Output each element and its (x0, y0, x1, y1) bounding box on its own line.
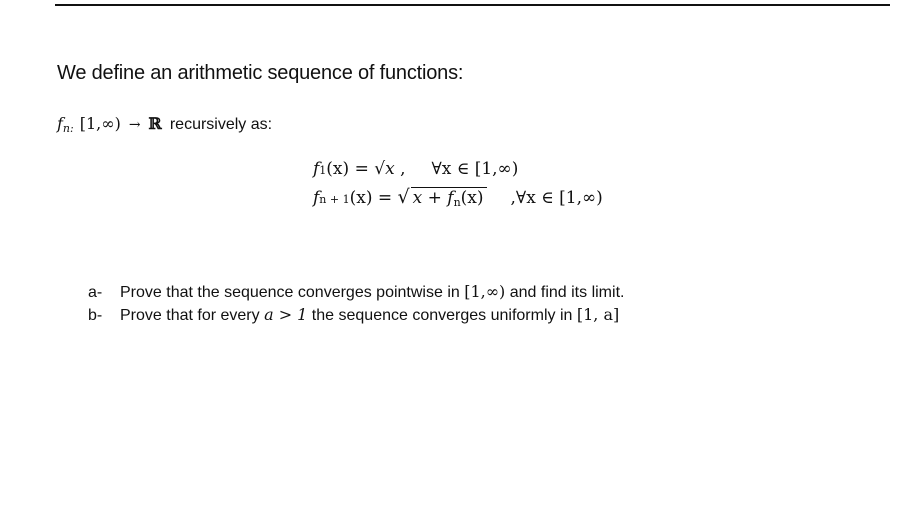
eq2-condition: ,∀x ∈ [1,∞) (510, 188, 603, 208)
problem-parts (88, 281, 624, 327)
eq1-sqrt-symbol: √ (374, 159, 386, 179)
part-a (88, 281, 624, 304)
eq1-comma: , (400, 159, 406, 179)
eq1-rhs: x (385, 159, 395, 179)
definition-text: recursively as: (169, 116, 273, 133)
function-definition (57, 114, 272, 135)
eq1-lhs-arg: (x) (326, 159, 350, 179)
part-b-label: b- (88, 307, 103, 324)
arrow-symbol: → (128, 117, 141, 133)
equation-recursive-case (313, 186, 603, 209)
eq2-equals: = (377, 188, 393, 208)
eq1-equals: = (354, 159, 369, 179)
domain: [1,∞) (79, 114, 121, 133)
eq1-condition: ∀x ∈ [1,∞) (431, 159, 519, 179)
part-a-text: Prove that the sequence converges pointwise in [1,∞) and find its limit. (120, 282, 625, 301)
part-b-text: Prove that for every a > 1 the sequence converges uniformly in [1, a] (120, 305, 620, 324)
intro-text: We define an arithmetic sequence of functions: (57, 62, 464, 84)
eq1-lhs-f: f (313, 159, 320, 179)
codomain-symbol: ℝ (148, 114, 162, 133)
top-divider (55, 4, 890, 6)
equation-base-case (313, 159, 518, 179)
eq2-lhs-arg: (x) (349, 188, 373, 208)
eq1-lhs-sub: 1 (319, 164, 327, 177)
fn-symbol: $f_{n:}$ (57, 114, 74, 135)
eq2-lhs-f: f (313, 188, 320, 208)
eq2-radicand: $x + f_n(x)$ (411, 187, 487, 209)
part-b (88, 304, 624, 327)
eq2-sqrt (398, 186, 487, 209)
eq2-sqrt-symbol: √ (397, 186, 410, 208)
eq2-lhs-sub: n + 1 (319, 193, 350, 206)
part-a-label: a- (88, 284, 103, 301)
